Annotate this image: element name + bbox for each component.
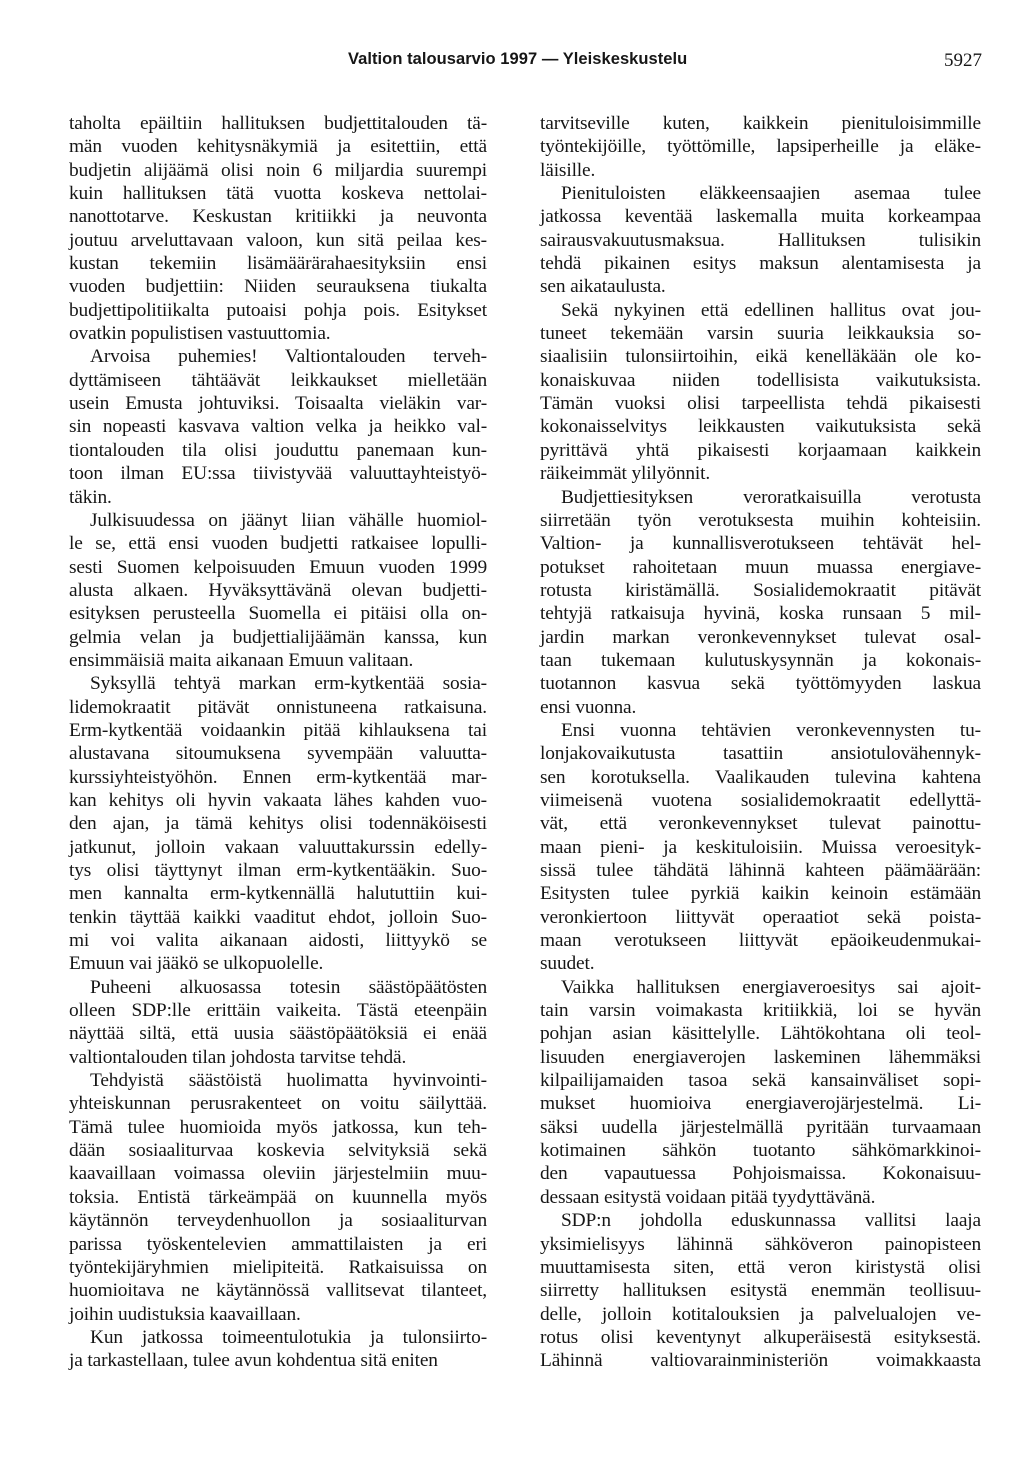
left-column-line: olleen SDP:lle erittäin vaikeita. Tästä eteenpäin [69,1000,487,1022]
right-column-line: rotusta kiristämällä. Sosialidemokraatit pitävät [540,579,981,601]
right-column-line: konaiskuvaa niiden todellisista vaikutuksista. [540,369,981,391]
left-column-line: vuoden budjettiin: Niiden seurauksena tiukalta [69,276,487,298]
right-column-line: maan pieni- ja keskituloisiin. Muissa veroesityk- [540,836,981,858]
left-column-line: gelmia velan ja budjettialijäämän kanssa, kun [69,626,487,648]
right-column-line: siaalisiin tulonsiirtoihin, eikä kenelläkään ole ko- [540,346,981,368]
right-column-line: kokonaisselvitys leikkausten vaikutuksista sekä [540,416,981,438]
right-column-line: siirretään työn verotuksesta muihin kohteisiin. [540,509,981,531]
running-title: Valtion talousarvio 1997 — Yleiskeskustelu [348,50,688,68]
right-column-line: sen korotuksella. Vaalikauden tulevina kahtena [540,766,981,788]
left-column-line: kustan tekemiin lisämäärärahaesityksiin ensi [69,253,487,275]
right-column-line: Budjettiesityksen veroratkaisuilla verotusta [561,486,981,508]
left-column-line: dään sosiaaliturvaa koskevia selvityksiä sekä [69,1140,487,1162]
right-column-line: ensi vuonna. [540,696,637,718]
right-column-line: kilpailijamaiden tasoa sekä kansainväliset sopi- [540,1070,981,1092]
right-column-line: Tämän vuoksi olisi tarpeellista tehdä pikaisesti [540,393,981,415]
right-column-line: Esitysten tulee pyrkiä kaikin keinoin estämään [540,883,981,905]
left-column-line: usein Emusta johtuviksi. Toisaalta vieläkin var- [69,393,487,415]
right-column-line: tehdä pikainen esitys maksun alentamisesta ja [540,253,981,275]
left-column-line: käytännön terveydenhuollon ja sosiaaliturvan [69,1210,487,1232]
left-column-line: Emuun vai jääkö se ulkopuolelle. [69,953,324,975]
left-column-line: Tehdyistä säästöistä huolimatta hyvinvointi- [90,1070,487,1092]
left-column-line: täkin. [69,486,112,508]
right-column-line: muuttamisesta siten, että veron kiristystä olisi [540,1256,981,1278]
left-column-line: den ajan, ja tämä kehitys olisi todennäköisesti [69,813,487,835]
right-column-line: siirretty hallituksen esitystä enemmän teollisuu- [540,1280,981,1302]
left-column-line: esityksen perusteella Suomella ei pitäisi olla on- [69,603,487,625]
right-column-line: lonjakovaikutusta tasattiin ansiotulovähennyk- [540,743,981,765]
left-column-line: ensimmäisiä maita aikanaan Emuun valitaan. [69,649,414,671]
right-column-line: potukset rahoitetaan muun muassa energiave- [540,556,981,578]
left-column-line: dyttämiseen tähtäävät leikkaukset mielletään [69,369,487,391]
right-column-line: jardin markan veronkevennykset tulevat osal- [540,626,981,648]
left-column-line: tys olisi täyttynyt ilman erm-kytkentääkin. Suo- [69,860,487,881]
left-column-line: kurssiyhteistyöhön. Ennen erm-kytkentää mar- [69,766,487,788]
right-column-line: säksi uudella järjestelmällä pyritään turvaamaan [540,1116,981,1138]
right-column-line: Valtion- ja kunnallisverotukseen tehtävät hel- [540,533,981,555]
left-column-line: alustavana sitoumuksena syvempään valuutta- [69,743,487,765]
right-column-line: suudet. [540,953,595,975]
right-column-line: Lähinnä valtiovarainministeriön voimakkaasta [540,1350,981,1372]
left-column-line: Syksyllä tehtyä markan erm-kytkentää sosia- [90,673,487,695]
left-column-line: joutuu arveluttavaan valoon, kun sitä peilaa kes- [69,229,487,251]
left-column-line: huomioitava ne käytännössä vallitsevat tilanteet, [69,1280,487,1302]
left-column-line: jatkunut, jolloin vakaan valuuttakurssin edelly- [69,836,487,858]
left-column-line: budjetin alijäämä olisi noin 6 miljardia suurempi [69,159,487,181]
right-column-line: sen aikataulusta. [540,276,666,298]
left-column-line: Tämä tulee huomioida myös jatkossa, kun teh- [69,1116,487,1138]
right-column-line: tarvitseville kuten, kaikkein pienituloisimmille [540,113,981,134]
right-column-line: Sekä nykyinen että edellinen hallitus ovat jou- [561,299,981,321]
right-column-line: sissä tulee tähdätä lähinnä kahteen päämäärään: [540,860,981,881]
left-column-line: kaavaillaan voimassa oleviin järjestelmiin muu- [69,1163,487,1185]
left-column-line: Kun jatkossa toimeentulotukia ja tulonsiirto- [90,1326,487,1348]
right-column-line: dessaan esitystä voidaan pitää tyydyttävänä. [540,1186,876,1208]
right-column-line: rotus olisi keventynyt alkuperäisestä esityksestä. [540,1326,981,1348]
left-column-line: alusta alkaen. Hyväksyttävänä olevan budjetti- [69,579,487,601]
right-column-line: mukset huomioiva energiaverojärjestelmä. Li- [540,1093,981,1115]
right-column-line: delle, jolloin kotitalouksien ja palvelualojen ve- [540,1303,981,1325]
left-column-line: toon ilman EU:ssa tiivistyvää valuuttayhteistyö- [69,463,487,485]
right-column-line: Pienituloisten eläkkeensaajien asemaa tulee [561,183,981,205]
left-column-line: mi voi valita aikanaan aidosti, liittyykö se [69,930,487,952]
left-column-line: taholta epäiltiin hallituksen budjettitalouden tä- [69,113,487,134]
right-column-line: tain varsin voimakasta kritiikkiä, loi se hyvän [540,1000,981,1022]
left-column-line: ja tarkastellaan, tulee avun kohdentua sitä eniten [69,1350,438,1372]
right-column-line: pyrittävä yhtä pikaisesti korjaamaan kaikkein [540,439,981,461]
right-column-line: den vapautuessa Pohjoismaissa. Kokonaisuu- [540,1163,981,1185]
left-column-line: lidemokraatit pitävät onnistuneena ratkaisuna. [69,696,487,718]
left-column-line: toksia. Entistä tärkeämpää on kuunnella myös [69,1186,487,1208]
right-column-line: vät, että veronkevennykset tulevat painottu- [540,813,981,835]
right-column-line: veronkiertoon liittyvät operaatiot sekä poista- [540,906,981,928]
left-column-line: työntekijäryhmien mielipiteitä. Ratkaisuissa on [69,1256,487,1278]
left-column-line: män vuoden kehitysnäkymiä ja esitettiin, että [69,136,487,158]
right-column-line: lisuuden energiaverojen laskeminen lähemmäksi [540,1046,981,1068]
right-column-line: työntekijöille, työttömille, lapsiperheille ja eläke- [540,136,981,158]
right-column-line: yksimielisyys lähinnä sähköveron painopisteen [540,1233,981,1255]
left-column-line: parissa työskentelevien ammattilaisten ja eri [69,1233,487,1255]
right-column-line: tehtyjä ratkaisuja hyvinä, koska runsaan 5 mil- [540,603,981,625]
right-column-line: viimeisenä vuotena sosialidemokraatit edellyttä- [540,789,981,811]
left-column-line: men kannalta erm-kytkennällä halututtiin kui- [69,883,487,905]
left-column-line: budjettipolitiikalta putoaisi pohja pois. Esitykset [69,299,487,321]
right-column-line: tuotannon kasvua sekä työttömyyden laskua [540,673,981,695]
left-column-line: joihin uudistuksia kaavaillaan. [69,1303,301,1325]
right-column-line: läisille. [540,159,596,181]
left-column-line: ovatkin populistisen vastuuttomia. [69,323,331,345]
left-column-line: sesti Suomen kelpoisuuden Emuun vuoden 1999 [69,556,487,578]
left-column-line: näyttää siltä, että uusia säästöpäätöksiä ei enää [69,1023,487,1045]
right-column-line: taan tukemaan kulutuskysynnän ja kokonais- [540,649,981,671]
right-column-line: pohjan asian käsittelylle. Lähtökohtana oli teol- [540,1023,981,1045]
right-column-line: sairausvakuutusmaksua. Hallituksen tulisikin [540,229,981,251]
left-column-line: yhteiskunnan perusrakenteet on voitu säilyttää. [69,1093,487,1115]
left-column-line: sin nopeasti kasvava valtion velka ja heikko val- [69,416,487,438]
right-column-line: jatkossa keventää laskemalla muita korkeampaa [540,206,981,228]
left-column-line: Arvoisa puhemies! Valtiontalouden terveh- [90,346,487,368]
left-column-line: valtiontalouden tilan johdosta tarvitse tehdä. [69,1046,407,1068]
right-column-line: kotimainen sähkön tuotanto sähkömarkkinoi- [540,1140,981,1162]
left-text-column [69,112,487,1373]
left-column-line: kuin hallituksen tätä vuotta koskeva nettolai- [69,183,487,205]
right-column-line: maan verotukseen liittyvät epäoikeudenmukai- [540,930,981,952]
left-column-line: tenkin täyttää kaikki vaaditut ehdot, jolloin Suo- [69,906,487,928]
left-column-line: nanottotarve. Keskustan kritiikki ja neuvonta [69,206,487,228]
right-column-line: räikeimmät ylilyönnit. [540,463,711,485]
right-column-line: SDP:n johdolla eduskunnassa vallitsi laaja [561,1210,981,1232]
right-column-line: tuneet tekemään varsin suuria leikkauksia so- [540,323,981,345]
left-column-line: kan kehitys oli hyvin vakaata lähes kahden vuo- [69,789,487,811]
right-column-line: Ensi vuonna tehtävien veronkevennysten tu- [561,719,981,741]
right-column-line: Vaikka hallituksen energiaveroesitys sai ajoit- [561,976,981,998]
left-column-line: Julkisuudessa on jäänyt liian vähälle huomiol- [90,509,487,531]
left-column-line: Puheeni alkuosassa totesin säästöpäätösten [90,976,487,998]
page-number: 5927 [944,50,982,71]
left-column-line: Erm-kytkentää voidaankin pitää kihlauksena tai [69,719,487,741]
left-column-line: tiontalouden tila olisi jouduttu panemaan kun- [69,439,487,461]
right-text-column [540,112,981,1373]
left-column-line: le se, että ensi vuoden budjetti ratkaisee lopulli- [69,533,487,555]
